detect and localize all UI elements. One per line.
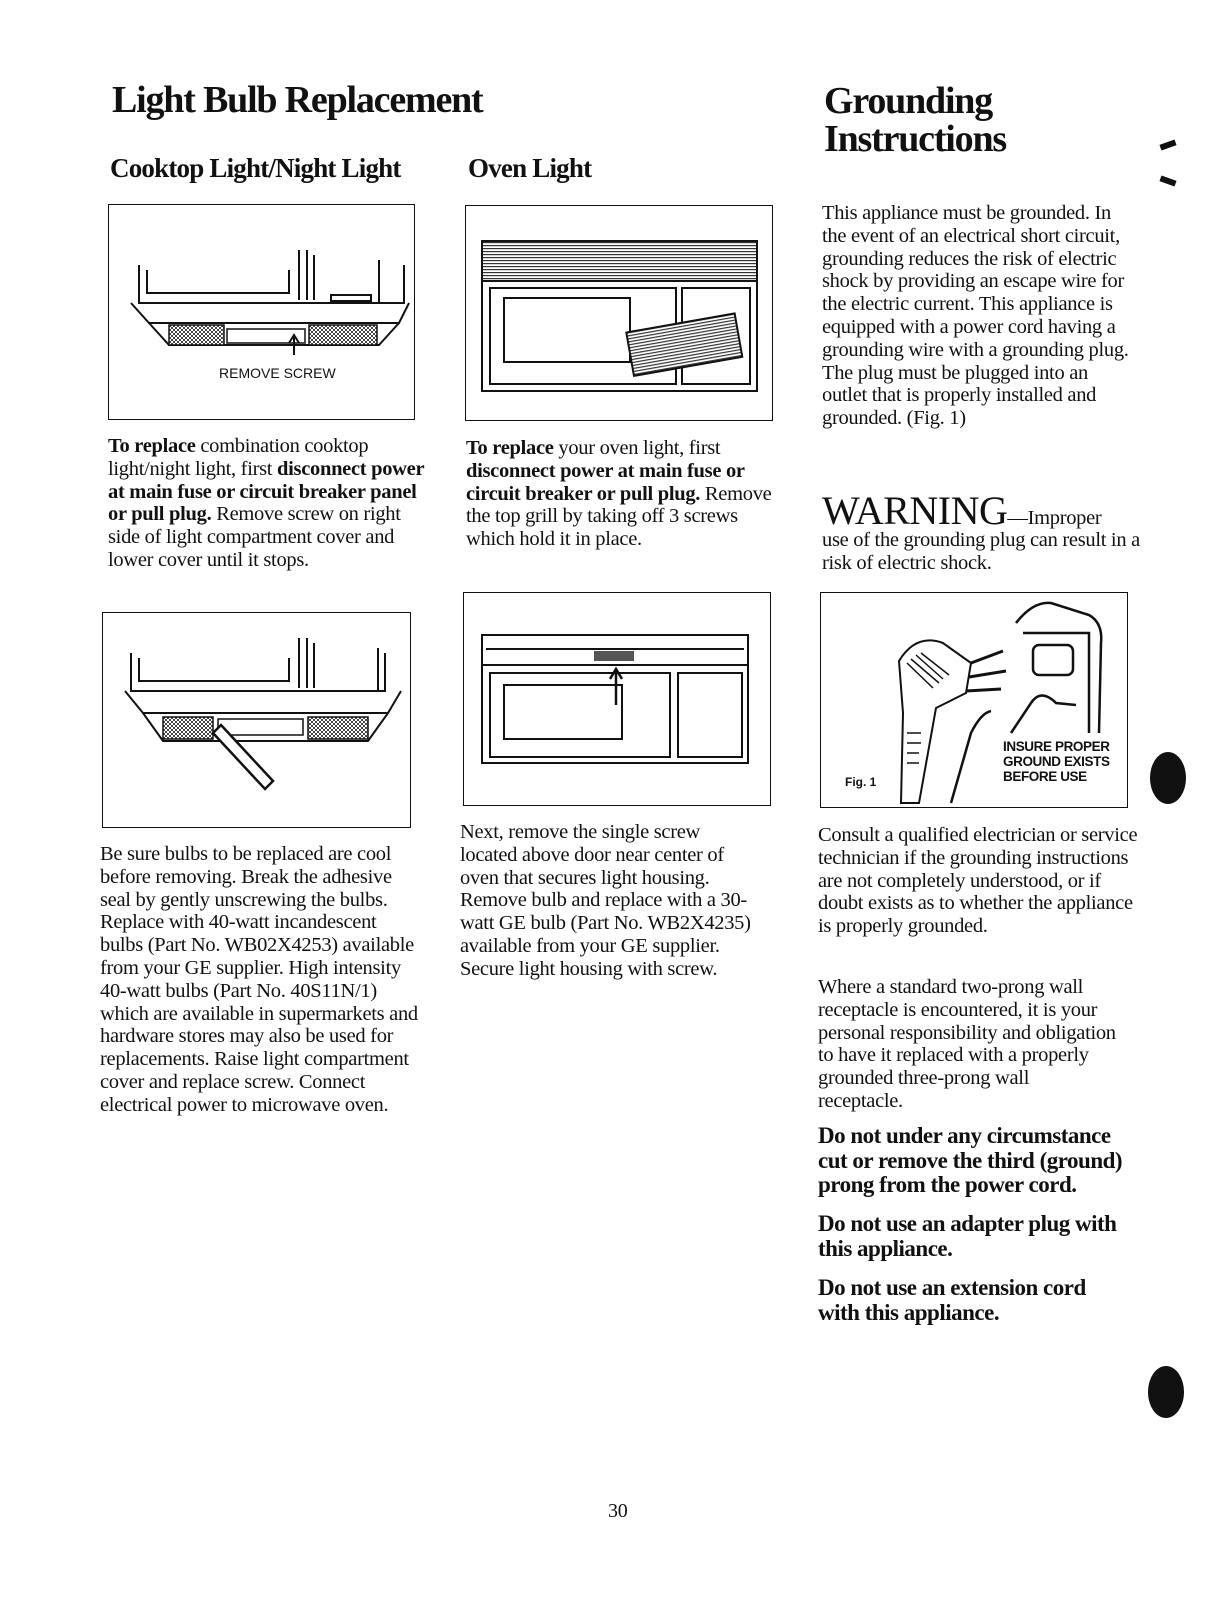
grounding-title bbox=[824, 82, 1006, 158]
fig-caption-line3: BEFORE USE bbox=[1003, 769, 1087, 784]
cooktop-bulb-paragraph: Be sure bulbs to be replaced are cool before removing. Break the adhesive seal by gently unscrewing the bulbs. Replace with 40-watt incandescent bulbs (Part No. WB02X4253) available from your GE supplier. High intensity 40-watt bulbs (Part No. 40S11N/1) which are available in supermarkets and hardware stores may also be used for replacements. Raise light compartment cover and replace screw. Connect electrical power to microwave oven. bbox=[100, 843, 418, 1116]
cooktop-replace-lead: To replace bbox=[108, 435, 196, 457]
warning-text: use of the grounding plug can result in a risk of electric shock. bbox=[822, 529, 1140, 574]
fig-label: Fig. 1 bbox=[845, 775, 877, 789]
cooktop-hood-illustration bbox=[109, 205, 414, 419]
oven-housing-figure bbox=[463, 592, 771, 806]
oven-bulb-paragraph: Next, remove the single screw located above door near center of oven that secures light housing. Remove bulb and replace with a 30-watt GE bulb (Part No. WB2X4235) available from your GE supplier. Secure light housing with screw. bbox=[460, 821, 751, 980]
cooktop-replace-text1: combination cooktop light/night light, first bbox=[108, 435, 369, 480]
grounding-title-line1: Grounding bbox=[824, 80, 993, 122]
grounding-title-line2: Instructions bbox=[824, 118, 1006, 160]
binding-hole-top bbox=[1150, 752, 1186, 804]
two-prong-paragraph: Where a standard two-prong wall receptacle is encountered, it is your personal responsibility and obligation to have it replaced with a properly grounded three-prong wall receptacle. bbox=[818, 976, 1116, 1112]
adapter-warning: Do not use an adapter plug with this appliance. bbox=[818, 1211, 1117, 1261]
oven-replace-text1: your oven light, first bbox=[553, 437, 721, 459]
fig-caption-line1: INSURE PROPER bbox=[1003, 739, 1110, 754]
cooktop-replace-text2: Remove screw on right side of light compartment cover and lower cover until it stops. bbox=[108, 503, 401, 571]
fig-caption bbox=[1003, 739, 1110, 784]
ground-prong-warning: Do not under any circumstance cut or remove the third (ground) prong from the power cord. bbox=[818, 1123, 1123, 1197]
oven-disconnect-warning: disconnect power at main fuse or circuit breaker or pull plug. bbox=[466, 459, 745, 505]
oven-replace-paragraph bbox=[466, 437, 784, 551]
grounding-plug-figure bbox=[820, 592, 1128, 808]
cooktop-replace-paragraph bbox=[108, 435, 426, 572]
oven-housing-illustration bbox=[464, 593, 770, 805]
cooktop-cover-illustration bbox=[103, 613, 410, 827]
extension-cord-warning: Do not use an extension cord with this appliance. bbox=[818, 1275, 1086, 1325]
page-number: 30 bbox=[608, 1500, 628, 1522]
oven-grill-illustration bbox=[466, 206, 772, 420]
cooktop-light-figure bbox=[108, 204, 415, 420]
fig-caption-line2: GROUND EXISTS bbox=[1003, 754, 1110, 769]
remove-screw-caption: REMOVE SCREW bbox=[219, 365, 336, 381]
grounding-intro: This appliance must be grounded. In the event of an electrical short circuit, grounding reduces the risk of electric shock by providing an escape wire for the electric current. This appliance is equipped with a power cord having a grounding wire with a grounding plug. The plug must be plugged into an outlet that is properly installed and grounded. (Fig. 1) bbox=[822, 202, 1129, 430]
warning-word: WARNING bbox=[822, 488, 1008, 533]
binding-hole-bottom bbox=[1148, 1366, 1184, 1418]
cooktop-cover-figure bbox=[102, 612, 411, 828]
margin-tick-2 bbox=[1159, 175, 1176, 186]
cooktop-disconnect-warning: disconnect power at main fuse or circuit breaker panel or pull plug. bbox=[108, 457, 424, 526]
page-title: Light Bulb Replacement bbox=[112, 79, 483, 121]
oven-replace-text2: Remove the top grill by taking off 3 screws which hold it in place. bbox=[466, 482, 772, 551]
oven-replace-lead: To replace bbox=[466, 437, 554, 459]
warning-rest: —Improper bbox=[1007, 507, 1102, 529]
oven-heading: Oven Light bbox=[468, 153, 592, 183]
cooktop-heading: Cooktop Light/Night Light bbox=[110, 153, 401, 183]
oven-grill-figure bbox=[465, 205, 773, 421]
consult-paragraph: Consult a qualified electrician or service technician if the grounding instructions are not completely understood, or if doubt exists as to whether the appliance is properly grounded. bbox=[818, 824, 1138, 938]
margin-tick-1 bbox=[1159, 139, 1176, 150]
warning-heading bbox=[822, 487, 1101, 534]
